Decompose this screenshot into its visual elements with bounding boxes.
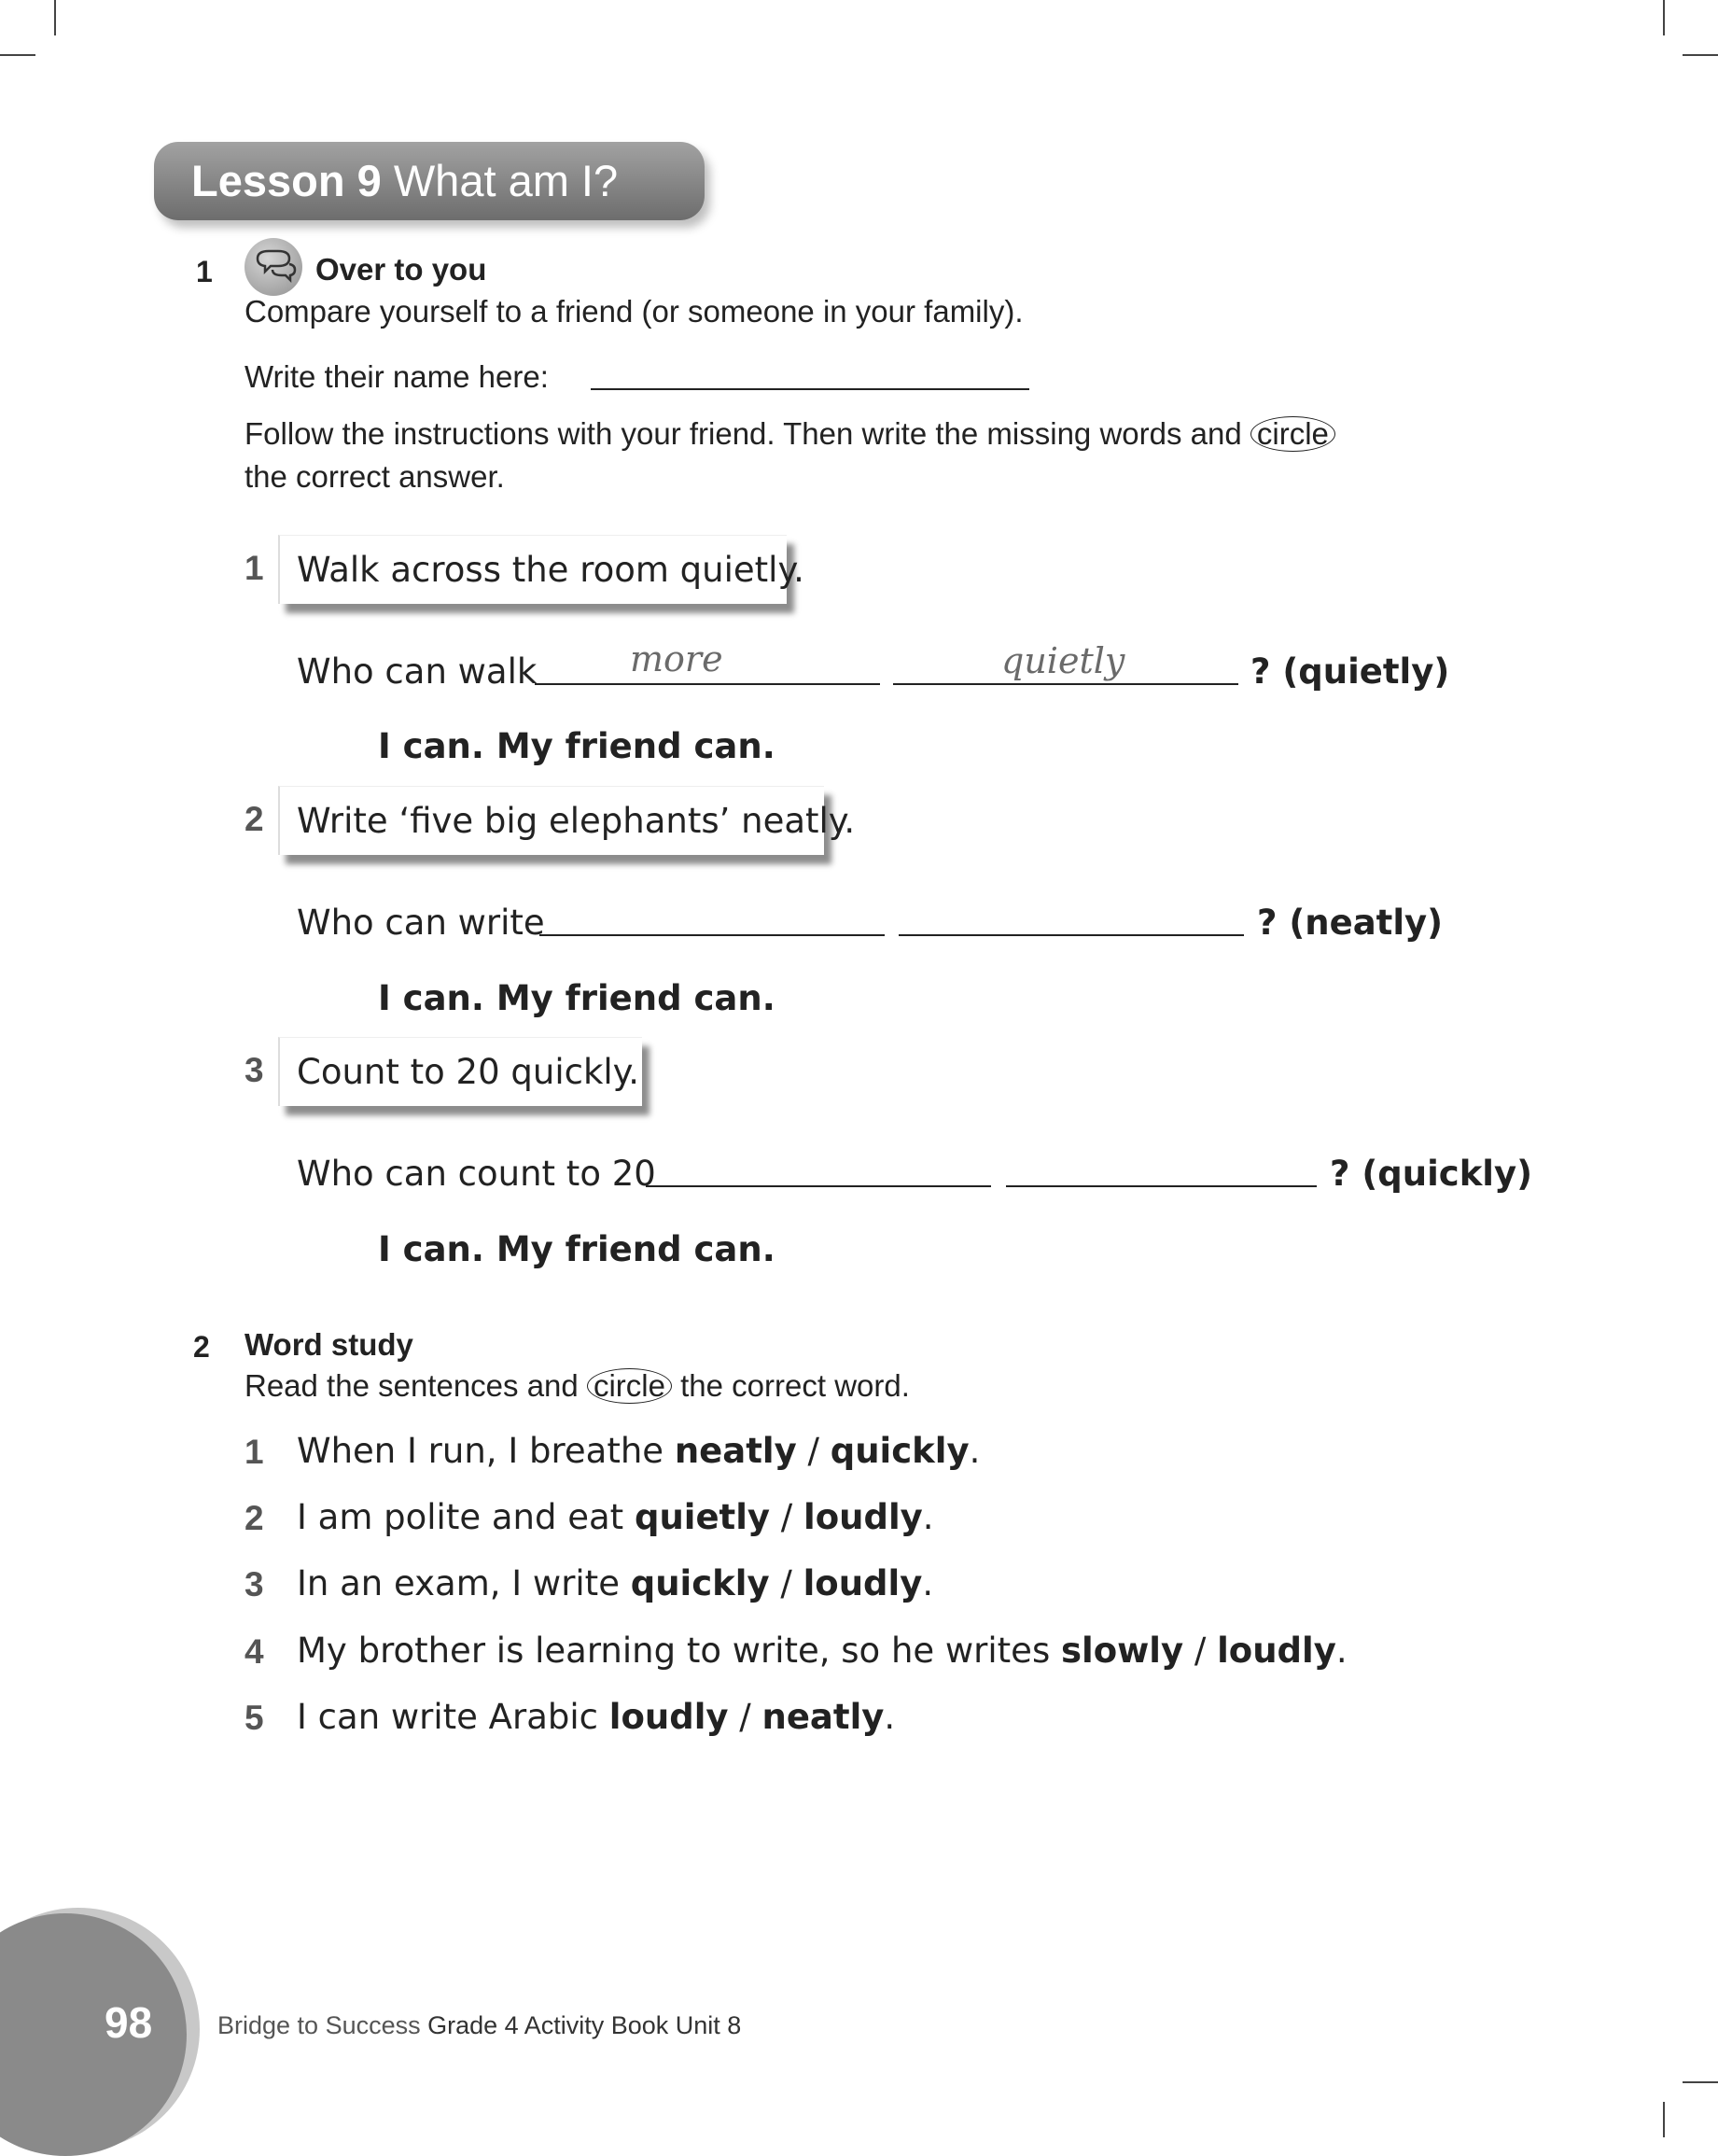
option-separator: / bbox=[1183, 1631, 1218, 1671]
question-text: Who can write bbox=[297, 903, 545, 943]
sentence-number: 5 bbox=[244, 1699, 264, 1737]
answer-line[interactable] bbox=[1006, 1185, 1317, 1187]
crop-mark bbox=[1683, 2081, 1718, 2083]
name-prompt: Write their name here: bbox=[244, 359, 549, 394]
crop-mark bbox=[1663, 0, 1665, 35]
name-answer-line[interactable] bbox=[591, 388, 1029, 390]
sentence bbox=[297, 1497, 934, 1537]
sentence-text: My brother is learning to write, so he writes bbox=[297, 1631, 1051, 1671]
exercise-heading: Over to you bbox=[315, 252, 487, 287]
option-separator: / bbox=[769, 1563, 803, 1603]
option-separator: / bbox=[770, 1497, 804, 1537]
instruction-text: the correct answer. bbox=[244, 459, 505, 494]
speech-bubbles-icon bbox=[244, 238, 302, 296]
lesson-banner bbox=[154, 142, 705, 220]
sentence-number: 1 bbox=[244, 1433, 264, 1471]
question-text: Who can walk bbox=[297, 651, 538, 692]
hint-text: ? (neatly) bbox=[1257, 903, 1444, 943]
item-number: 2 bbox=[244, 800, 264, 838]
handwritten-answer: quietly bbox=[1001, 640, 1125, 681]
response-text: I can. My friend can. bbox=[378, 1229, 775, 1269]
answer-line[interactable] bbox=[899, 934, 1244, 936]
lesson-number: Lesson 9 bbox=[191, 156, 382, 205]
answer-line[interactable] bbox=[893, 683, 1238, 685]
option-word[interactable]: slowly bbox=[1061, 1631, 1184, 1671]
crop-mark bbox=[0, 54, 35, 56]
crop-mark bbox=[1663, 2102, 1665, 2137]
sentence-end: . bbox=[884, 1697, 896, 1737]
sentence bbox=[297, 1431, 980, 1471]
instruction-card: Write ‘five big elephants’ neatly. bbox=[278, 786, 824, 855]
circled-word: circle bbox=[587, 1368, 672, 1404]
option-word[interactable]: neatly bbox=[761, 1697, 885, 1737]
series-title: Bridge to Success bbox=[217, 2011, 421, 2039]
response-text: I can. My friend can. bbox=[378, 726, 775, 766]
instruction-card: Count to 20 quickly. bbox=[278, 1037, 642, 1106]
footer-text bbox=[217, 2011, 741, 2040]
response-text: I can. My friend can. bbox=[378, 978, 775, 1018]
sentence-text: When I run, I breathe bbox=[297, 1431, 664, 1471]
sentence bbox=[297, 1697, 895, 1737]
option-word[interactable]: neatly bbox=[674, 1431, 797, 1471]
handwritten-answer: more bbox=[630, 638, 723, 679]
instruction-part: the correct word. bbox=[680, 1368, 910, 1403]
crop-mark bbox=[54, 0, 56, 35]
item-number: 3 bbox=[244, 1051, 264, 1089]
question-text: Who can count to 20 bbox=[297, 1154, 656, 1194]
answer-line[interactable] bbox=[646, 1185, 991, 1187]
instruction-text: Compare yourself to a friend (or someone in your family). bbox=[244, 294, 1024, 329]
sentence-end: . bbox=[922, 1497, 934, 1537]
instruction-text bbox=[244, 1368, 910, 1404]
answer-line[interactable] bbox=[535, 683, 880, 685]
hint-text: ? (quietly) bbox=[1250, 651, 1450, 692]
exercise-number: 2 bbox=[193, 1330, 210, 1364]
circled-word: circle bbox=[1250, 416, 1335, 452]
page-number-badge bbox=[0, 1913, 187, 2156]
crop-mark bbox=[1683, 54, 1718, 56]
item-number: 1 bbox=[244, 549, 264, 587]
sentence-end: . bbox=[922, 1563, 934, 1603]
lesson-title: What am I? bbox=[393, 156, 619, 205]
sentence-end: . bbox=[969, 1431, 981, 1471]
instruction-text bbox=[244, 416, 1335, 452]
sentence-text: In an exam, I write bbox=[297, 1563, 620, 1603]
sentence-end: . bbox=[1335, 1631, 1348, 1671]
exercise-heading: Word study bbox=[244, 1327, 413, 1362]
sentence bbox=[297, 1631, 1348, 1671]
sentence-text: I can write Arabic bbox=[297, 1697, 598, 1737]
option-word[interactable]: quietly bbox=[634, 1497, 771, 1537]
option-word[interactable]: quickly bbox=[630, 1563, 770, 1603]
exercise-number: 1 bbox=[196, 255, 213, 288]
instruction-part: Follow the instructions with your friend. Then write the missing words and bbox=[244, 416, 1242, 451]
sentence-text: I am polite and eat bbox=[297, 1497, 624, 1537]
option-separator: / bbox=[796, 1431, 831, 1471]
page-number: 98 bbox=[105, 1998, 153, 2047]
instruction-card: Walk across the room quietly. bbox=[278, 535, 787, 604]
hint-text: ? (quickly) bbox=[1330, 1154, 1533, 1194]
sentence-number: 2 bbox=[244, 1499, 264, 1537]
sentence-number: 3 bbox=[244, 1565, 264, 1603]
answer-line[interactable] bbox=[539, 934, 885, 936]
option-word[interactable]: loudly bbox=[608, 1697, 729, 1737]
option-word[interactable]: loudly bbox=[803, 1497, 923, 1537]
option-word[interactable]: loudly bbox=[803, 1563, 923, 1603]
book-title: Grade 4 Activity Book Unit 8 bbox=[427, 2011, 742, 2039]
instruction-part: Read the sentences and bbox=[244, 1368, 579, 1403]
option-word[interactable]: loudly bbox=[1217, 1631, 1336, 1671]
option-separator: / bbox=[728, 1697, 762, 1737]
option-word[interactable]: quickly bbox=[830, 1431, 970, 1471]
sentence bbox=[297, 1563, 933, 1603]
sentence-number: 4 bbox=[244, 1632, 264, 1671]
